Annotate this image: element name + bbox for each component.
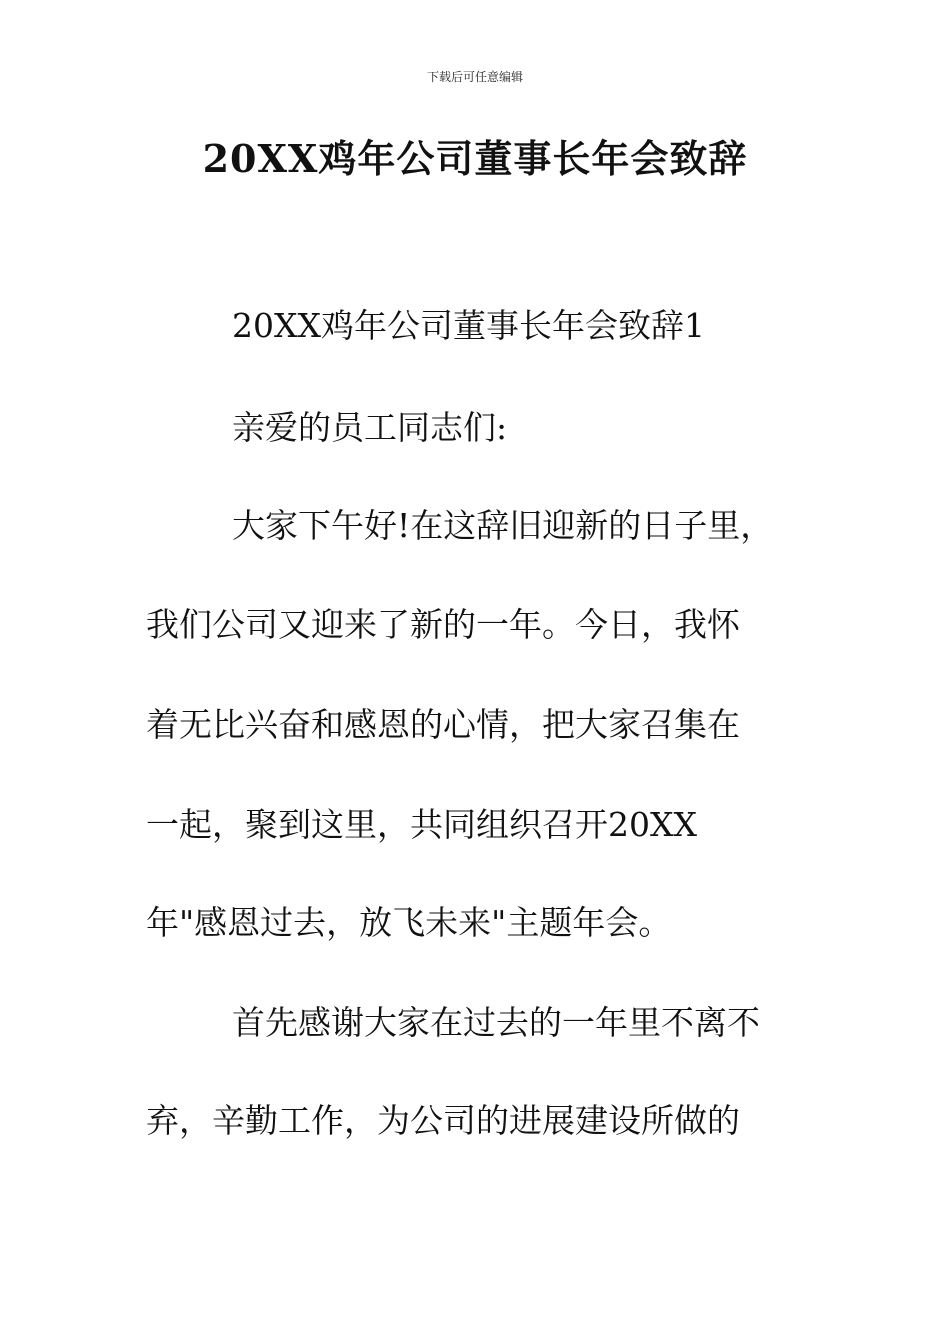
paragraph-line: 首先感谢大家在过去的一年里不离不 — [232, 1003, 760, 1042]
paragraph-line: 年"感恩过去，放飞未来"主题年会。 — [146, 903, 672, 942]
paragraph-line: 大家下午好!在这辞旧迎新的日子里， — [232, 506, 774, 545]
paragraph-line: 弃，辛勤工作，为公司的进展建设所做的 — [146, 1101, 740, 1140]
section-heading: 20XX鸡年公司董事长年会致辞1 — [232, 306, 705, 345]
paragraph-line: 我们公司又迎来了新的一年。今日，我怀 — [146, 605, 740, 644]
paragraph-line: 着无比兴奋和感恩的心情，把大家召集在 — [146, 705, 740, 744]
header-note: 下载后可任意编辑 — [426, 70, 523, 84]
paragraph-line: 一起，聚到这里，共同组织召开20XX — [146, 805, 697, 844]
document-title: 20XX鸡年公司董事长年会致辞 — [202, 136, 748, 181]
salutation: 亲爱的员工同志们: — [232, 408, 508, 447]
